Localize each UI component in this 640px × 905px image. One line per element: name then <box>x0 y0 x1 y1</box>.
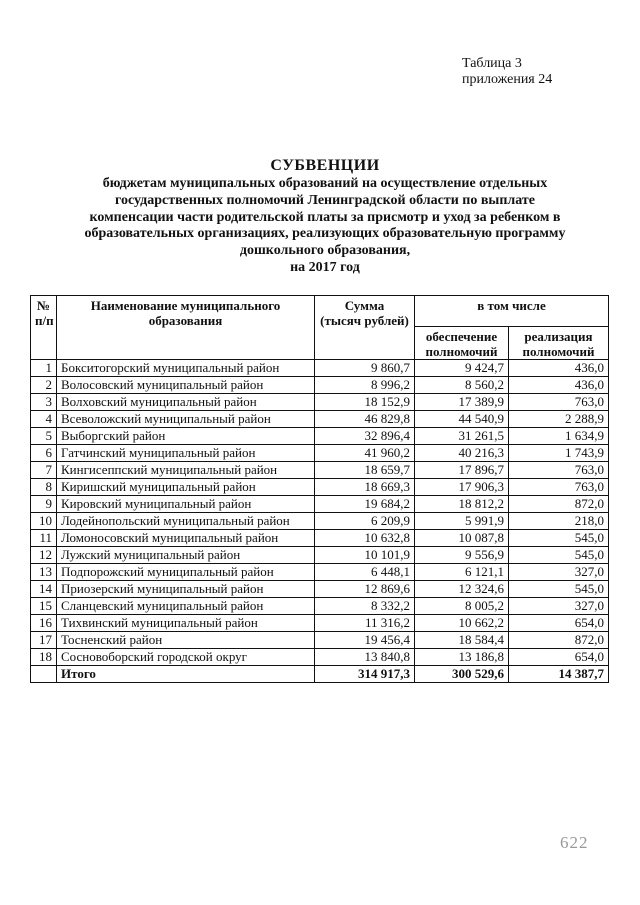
table-row <box>31 428 609 445</box>
row-implementation: 436,0 <box>509 360 609 377</box>
row-municipality: Всеволожский муниципальный район <box>57 411 315 428</box>
total-sum: 314 917,3 <box>315 666 415 683</box>
row-number: 5 <box>31 428 57 445</box>
row-number: 7 <box>31 462 57 479</box>
row-municipality: Приозерский муниципальный район <box>57 581 315 598</box>
row-implementation: 545,0 <box>509 581 609 598</box>
row-municipality: Тосненский район <box>57 632 315 649</box>
header-name-line2: образования <box>148 313 223 328</box>
row-number: 10 <box>31 513 57 530</box>
row-municipality: Кингисеппский муниципальный район <box>57 462 315 479</box>
row-number: 2 <box>31 377 57 394</box>
row-provision: 17 896,7 <box>415 462 509 479</box>
table-row <box>31 462 609 479</box>
subsidy-table <box>30 295 609 683</box>
page-number: 622 <box>560 833 589 852</box>
row-number: 4 <box>31 411 57 428</box>
row-municipality: Кировский муниципальный район <box>57 496 315 513</box>
table-row <box>31 581 609 598</box>
row-sum: 18 659,7 <box>315 462 415 479</box>
row-municipality: Гатчинский муниципальный район <box>57 445 315 462</box>
row-implementation: 436,0 <box>509 377 609 394</box>
row-sum: 8 332,2 <box>315 598 415 615</box>
heading-line: бюджетам муниципальных образований на осуществление отдельных <box>102 176 548 191</box>
header-including: в том числе <box>415 296 609 327</box>
row-municipality: Лужский муниципальный район <box>57 547 315 564</box>
document-title: СУБВЕНЦИИ <box>270 157 380 174</box>
row-provision: 10 087,8 <box>415 530 509 547</box>
row-provision: 44 540,9 <box>415 411 509 428</box>
row-implementation: 872,0 <box>509 632 609 649</box>
table-row <box>31 479 609 496</box>
header-provision-line2: полномочий <box>425 344 498 359</box>
row-provision: 12 324,6 <box>415 581 509 598</box>
row-number: 8 <box>31 479 57 496</box>
header-implementation <box>509 327 609 360</box>
row-implementation: 2 288,9 <box>509 411 609 428</box>
row-provision: 18 584,4 <box>415 632 509 649</box>
row-provision: 18 812,2 <box>415 496 509 513</box>
row-sum: 19 684,2 <box>315 496 415 513</box>
row-implementation: 218,0 <box>509 513 609 530</box>
row-provision: 8 560,2 <box>415 377 509 394</box>
row-municipality: Сосновоборский городской округ <box>57 649 315 666</box>
row-sum: 11 316,2 <box>315 615 415 632</box>
row-municipality: Волосовский муниципальный район <box>57 377 315 394</box>
heading-line: образовательных организациях, реализующих образовательную программу <box>84 226 566 242</box>
row-sum: 8 996,2 <box>315 377 415 394</box>
table-row <box>31 598 609 615</box>
table-row <box>31 632 609 649</box>
row-provision: 40 216,3 <box>415 445 509 462</box>
table-row <box>31 513 609 530</box>
row-provision: 13 186,8 <box>415 649 509 666</box>
header-number-line1: № <box>36 298 51 313</box>
heading-line: компенсации части родительской платы за присмотр и уход за ребенком в <box>89 209 561 225</box>
header-provision <box>415 327 509 360</box>
header-number <box>31 296 57 360</box>
row-provision: 9 556,9 <box>415 547 509 564</box>
row-municipality: Лодейнопольский муниципальный район <box>57 513 315 530</box>
header-number-line2: п/п <box>35 313 54 328</box>
header-implementation-line1: реализация <box>524 329 593 344</box>
row-implementation: 763,0 <box>509 394 609 411</box>
row-number: 13 <box>31 564 57 581</box>
document-heading <box>40 156 610 277</box>
table-row <box>31 411 609 428</box>
header-name <box>57 296 315 360</box>
header-name-line1: Наименование муниципального <box>90 298 281 313</box>
header-sum <box>315 296 415 360</box>
row-number: 3 <box>31 394 57 411</box>
table-row <box>31 530 609 547</box>
total-provision: 300 529,6 <box>415 666 509 683</box>
row-implementation: 654,0 <box>509 615 609 632</box>
row-sum: 10 632,8 <box>315 530 415 547</box>
row-sum: 13 840,8 <box>315 649 415 666</box>
row-sum: 6 209,9 <box>315 513 415 530</box>
table-row <box>31 496 609 513</box>
row-provision: 5 991,9 <box>415 513 509 530</box>
table-row <box>31 377 609 394</box>
header-provision-line1: обеспечение <box>425 329 498 344</box>
row-municipality: Волховский муниципальный район <box>57 394 315 411</box>
row-implementation: 763,0 <box>509 462 609 479</box>
row-sum: 19 456,4 <box>315 632 415 649</box>
row-sum: 32 896,4 <box>315 428 415 445</box>
row-number: 16 <box>31 615 57 632</box>
row-sum: 9 860,7 <box>315 360 415 377</box>
table-row <box>31 615 609 632</box>
row-implementation: 545,0 <box>509 530 609 547</box>
row-number: 17 <box>31 632 57 649</box>
header-sum-line2: (тысяч рублей) <box>320 313 409 328</box>
row-sum: 18 152,9 <box>315 394 415 411</box>
table-row <box>31 564 609 581</box>
total-label: Итого <box>57 666 315 683</box>
row-provision: 17 906,3 <box>415 479 509 496</box>
row-sum: 41 960,2 <box>315 445 415 462</box>
row-implementation: 654,0 <box>509 649 609 666</box>
row-municipality: Киришский муниципальный район <box>57 479 315 496</box>
total-number <box>31 666 57 683</box>
row-implementation: 327,0 <box>509 598 609 615</box>
header-implementation-line2: полномочий <box>522 344 595 359</box>
row-sum: 10 101,9 <box>315 547 415 564</box>
table-row <box>31 360 609 377</box>
row-implementation: 1 634,9 <box>509 428 609 445</box>
table-row <box>31 547 609 564</box>
row-municipality: Сланцевский муниципальный район <box>57 598 315 615</box>
row-sum: 12 869,6 <box>315 581 415 598</box>
row-number: 6 <box>31 445 57 462</box>
row-number: 14 <box>31 581 57 598</box>
total-implementation: 14 387,7 <box>509 666 609 683</box>
row-implementation: 763,0 <box>509 479 609 496</box>
row-implementation: 1 743,9 <box>509 445 609 462</box>
table-reference-line2: приложения 24 <box>462 72 553 87</box>
row-number: 1 <box>31 360 57 377</box>
row-provision: 17 389,9 <box>415 394 509 411</box>
table-row <box>31 394 609 411</box>
header-sum-line1: Сумма <box>344 298 385 313</box>
heading-line: государственных полномочий Ленинградской области по выплате <box>114 192 535 208</box>
total-row <box>31 666 609 683</box>
row-number: 15 <box>31 598 57 615</box>
row-implementation: 327,0 <box>509 564 609 581</box>
row-municipality: Выборгский район <box>57 428 315 445</box>
row-provision: 6 121,1 <box>415 564 509 581</box>
row-provision: 8 005,2 <box>415 598 509 615</box>
row-municipality: Ломоносовский муниципальный район <box>57 530 315 547</box>
row-sum: 6 448,1 <box>315 564 415 581</box>
table-reference-line1: Таблица 3 <box>462 56 522 71</box>
row-number: 9 <box>31 496 57 513</box>
row-number: 11 <box>31 530 57 547</box>
row-number: 18 <box>31 649 57 666</box>
row-municipality: Подпорожский муниципальный район <box>57 564 315 581</box>
table-reference <box>462 56 552 88</box>
row-number: 12 <box>31 547 57 564</box>
heading-line: на 2017 год <box>290 259 360 275</box>
row-provision: 9 424,7 <box>415 360 509 377</box>
row-municipality: Тихвинский муниципальный район <box>57 615 315 632</box>
row-implementation: 545,0 <box>509 547 609 564</box>
row-sum: 46 829,8 <box>315 411 415 428</box>
row-provision: 31 261,5 <box>415 428 509 445</box>
row-municipality: Бокситогорский муниципальный район <box>57 360 315 377</box>
row-sum: 18 669,3 <box>315 479 415 496</box>
table-row <box>31 445 609 462</box>
table-row <box>31 649 609 666</box>
heading-line: дошкольного образования, <box>239 243 411 259</box>
row-provision: 10 662,2 <box>415 615 509 632</box>
row-implementation: 872,0 <box>509 496 609 513</box>
